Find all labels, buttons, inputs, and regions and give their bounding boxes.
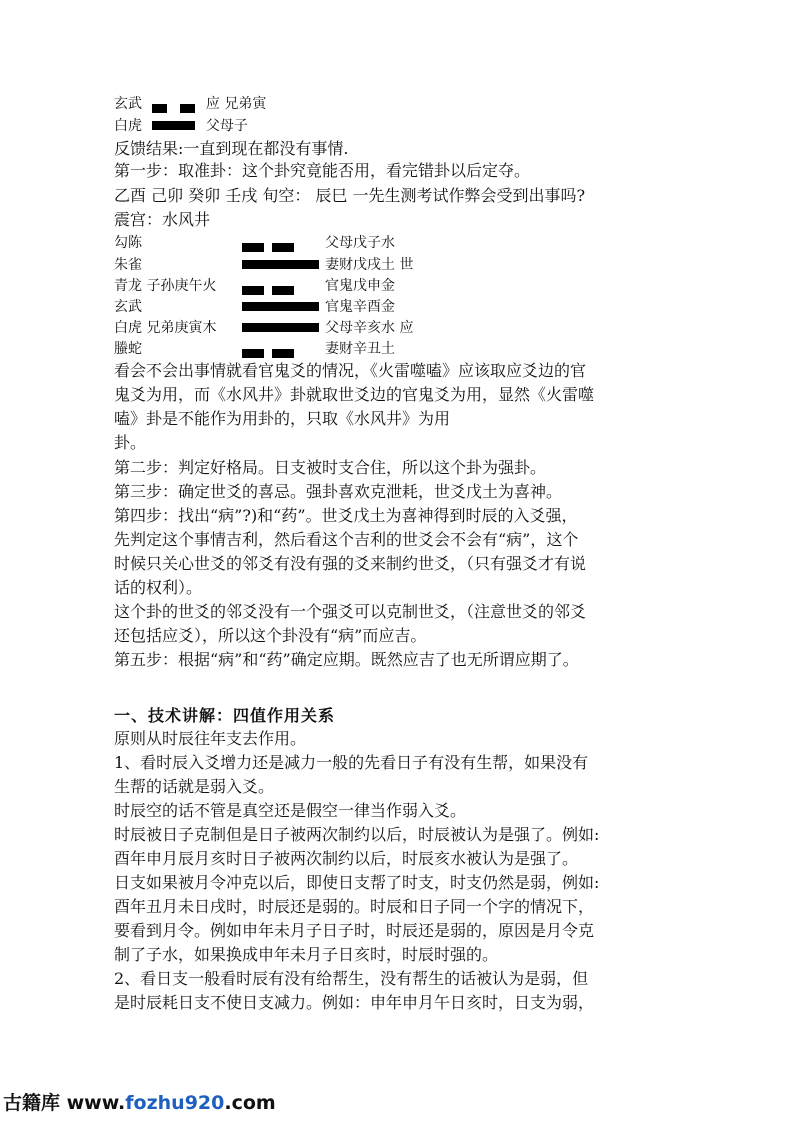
gua-line [114, 233, 395, 253]
text-line: 要看到月令。例如申年未月子日子时，时辰还是弱的，原因是月令克 [114, 921, 595, 940]
gua-line [114, 116, 248, 136]
text-line: 乙酉 己卯 癸卯 壬戌 旬空： 辰巳 一先生测考试作弊会受到出事吗? [114, 186, 586, 205]
gua-text: 父母辛亥水 应 [325, 320, 414, 336]
text-line: 看会不会出事情就看官鬼爻的情况，《火雷噬嗑》应该取应爻边的官 [114, 361, 587, 380]
yang-line-icon [242, 323, 319, 332]
yin-line-icon [242, 281, 294, 290]
text-line: 2、看日支一般看时辰有没有给帮生，没有帮生的话被认为是弱，但 [114, 969, 589, 988]
text-line: 酉年丑月未日戌时，时辰还是弱的。时辰和日子同一个字的情况下， [114, 897, 595, 916]
yin-line-icon [152, 99, 195, 108]
gua-text: 应 兄弟寅 [205, 96, 267, 112]
text-line: 第五步：根据“病”和“药”确定应期。既然应吉了也无所谓应期了。 [114, 650, 579, 669]
footer-suffix: .com [224, 1092, 276, 1114]
gua-label: 玄武 [114, 96, 142, 112]
gua-label: 玄武 [114, 299, 142, 315]
footer-site: fozhu920 [125, 1092, 225, 1114]
gua-line [114, 339, 395, 359]
text-line: 第二步：判定好格局。日支被时支合住，所以这个卦为强卦。 [114, 458, 547, 477]
gua-label: 朱雀 [114, 257, 142, 273]
yang-line-icon [242, 302, 319, 311]
text-line: 第一步：取准卦：这个卦究竟能否用，看完错卦以后定夺。 [114, 161, 531, 180]
yang-line-icon [242, 260, 319, 269]
yin-line-icon [242, 344, 294, 353]
text-line: 鬼爻为用，而《水风井》卦就取世爻边的官鬼爻为用，显然《火雷噬 [114, 385, 595, 404]
text-line: 制了子水，如果换成申年未月子日亥时，时辰时强的。 [114, 945, 499, 964]
yang-line-icon [152, 121, 195, 130]
text-line: 1、看时辰入爻增力还是减力一般的先看日子有没有生帮，如果没有 [114, 753, 589, 772]
text-line: 生帮的话就是弱入爻。 [114, 777, 275, 796]
gua-text: 妻财辛丑土 [325, 341, 395, 357]
text-line: 酉年申月辰月亥时日子被两次制约以后，时辰亥水被认为是强了。 [114, 849, 579, 868]
text-line: 是时辰耗日支不使日支减力。例如：申年申月午日亥时，日支为弱， [114, 993, 595, 1012]
gua-line [114, 297, 395, 317]
text-line: 日支如果被月令冲克以后，即使日支帮了时支，时支仍然是弱，例如: [114, 873, 600, 892]
gua-label: 白虎 兄弟庚寅木 [114, 320, 217, 336]
gua-line [114, 318, 413, 338]
gua-text: 官鬼戊申金 [325, 278, 395, 294]
gua-label: 青龙 子孙庚午火 [114, 278, 217, 294]
text-line: 嗑》卦是不能作为用卦的，只取《水风井》为用 [114, 409, 451, 428]
text-line: 这个卦的世爻的邻爻没有一个强爻可以克制世爻，（注意世爻的邻爻 [114, 602, 587, 621]
section-heading: 一、技术讲解：四值作用关系 [114, 706, 336, 725]
footer-watermark [3, 1088, 276, 1115]
gua-text: 父母子 [205, 118, 248, 134]
text-line: 话的权利）。 [114, 578, 203, 597]
text-line: 时辰被日子克制但是日子被两次制约以后，时辰被认为是强了。例如: [114, 825, 600, 844]
text-line: 时候只关心世爻的邻爻有没有强的爻来制约世爻，（只有强爻才有说 [114, 554, 587, 573]
gua-text: 官鬼辛酉金 [325, 299, 395, 315]
text-line: 还包括应爻），所以这个卦没有“病”而应吉。 [114, 626, 427, 645]
gua-label: 勾陈 [114, 235, 142, 251]
gua-line [114, 255, 413, 275]
text-line: 第三步：确定世爻的喜忌。强卦喜欢克泄耗，世爻戊土为喜神。 [114, 482, 563, 501]
gua-line [114, 276, 395, 296]
gua-line [114, 94, 266, 114]
footer-prefix: 古籍库 www. [3, 1092, 126, 1114]
text-line: 时辰空的话不管是真空还是假空一律当作弱入爻。 [114, 801, 467, 820]
text-line: 卦。 [114, 433, 147, 452]
gua-label: 螣蛇 [114, 341, 142, 357]
text-line: 反馈结果:一直到现在都没有事情. [114, 139, 349, 158]
text-line: 原则从时辰往年支去作用。 [114, 729, 307, 748]
text-line: 震宫：水风井 [114, 210, 211, 229]
gua-text: 父母戊子水 [325, 235, 395, 251]
gua-text: 妻财戊戌土 世 [325, 257, 414, 273]
yin-line-icon [242, 238, 294, 247]
text-line: 先判定这个事情吉利，然后看这个吉利的世爻会不会有“病”，这个 [114, 530, 579, 549]
gua-label: 白虎 [114, 118, 142, 134]
text-line: 第四步：找出“病”?)和“药”。世爻戊土为喜神得到时辰的入爻强， [114, 506, 578, 525]
